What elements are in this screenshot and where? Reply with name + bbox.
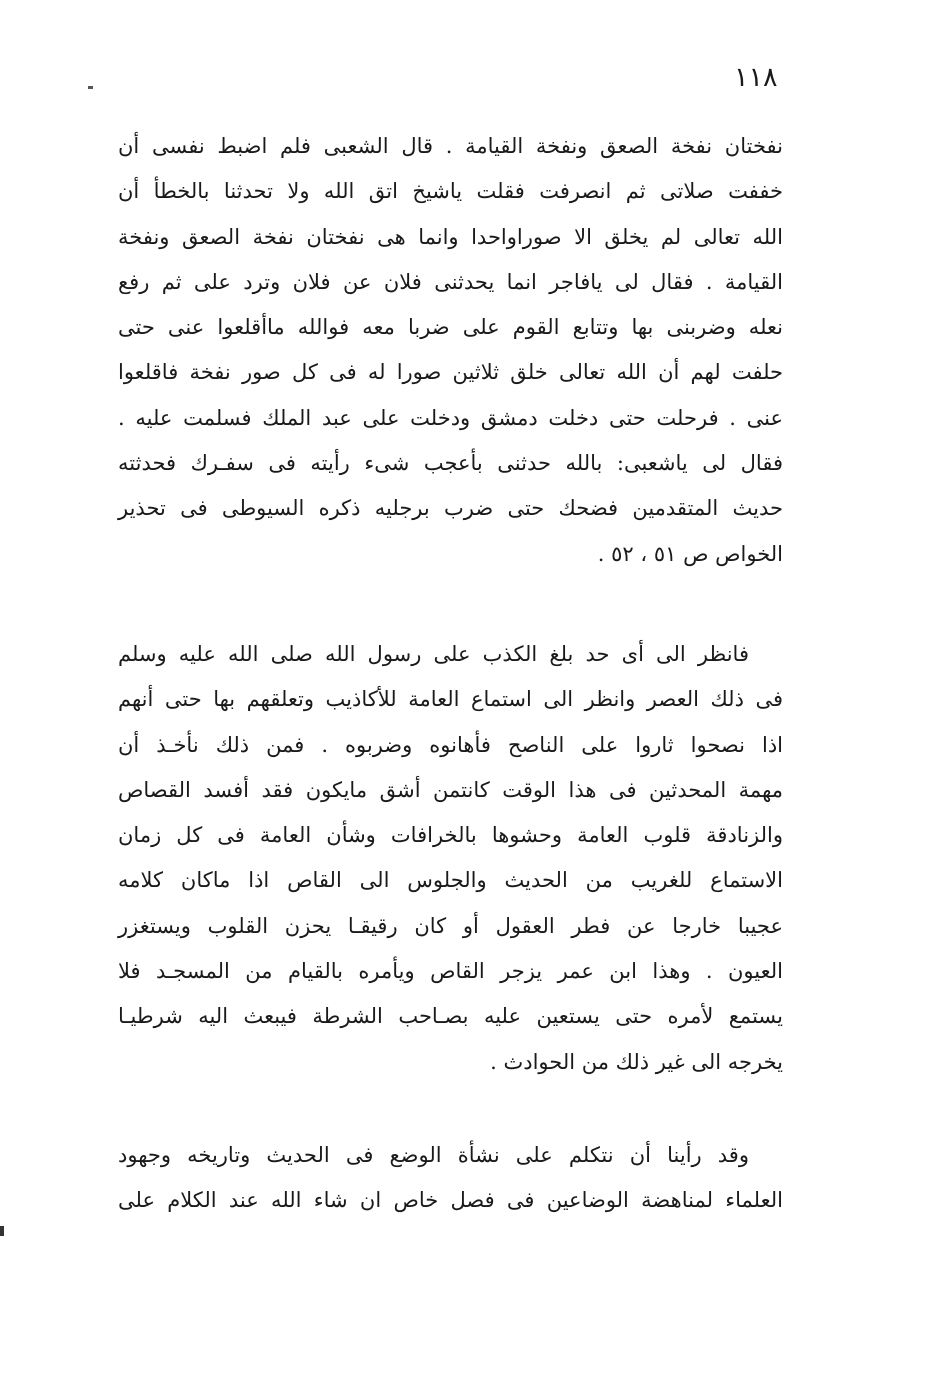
text-line: العلماء لمناهضة الوضاعين فى فصل خاص ان شاء الله عند الكلام على xyxy=(118,1188,783,1213)
text-line: فى ذلك العصر وانظر الى استماع العامة للأكاذيب وتعلقهم بها حتى أنهم xyxy=(118,687,784,712)
text-line: اذا نصحوا ثاروا على الناصح فأهانوه وضربوه . فمن ذلك نأخـذ أن xyxy=(118,732,783,757)
text-line: فانظر الى أى حد بلغ الكذب على رسول الله صلى الله عليه وسلم xyxy=(118,642,749,666)
text-line: نعله وضربنى بها وتتابع القوم على ضربا معه فوالله ماأقلعوا عنى حتى xyxy=(118,315,783,340)
text-line: فقال لى ياشعبى: بالله حدثنى بأعجب شىء رأيته فى سفـرك فحدثته xyxy=(118,451,783,476)
paragraph xyxy=(118,632,783,1085)
text-line: والزنادقة قلوب العامة وحشوها بالخرافات وشأن العامة فى كل زمان xyxy=(118,823,783,848)
text-line: يستمع لأمره حتى يستعين عليه بصـاحب الشرطة فيبعث اليه شرطيـا xyxy=(118,1004,783,1029)
paragraph xyxy=(118,124,783,577)
text-line: نفختان نفخة الصعق ونفخة القيامة . قال الشعبى فلم اضبط نفسى أن xyxy=(118,134,783,158)
text-line: حلفت لهم أن الله تعالى خلق ثلاثين صورا له فى كل صور نفخة فاقلعوا xyxy=(118,360,783,385)
paragraph xyxy=(118,1133,783,1224)
page-number: ١١٨ xyxy=(734,62,778,93)
text-line: الخواص ص ٥١ ، ٥٢ . xyxy=(597,541,783,566)
text-line: عنى . فرحلت حتى دخلت دمشق ودخلت على عبد الملك فسلمت عليه . xyxy=(118,405,783,430)
text-line: الله تعالى لم يخلق الا صوراواحدا وانما هى نفختان نفخة الصعق ونفخة xyxy=(118,224,783,249)
text-line: خففت صلاتى ثم انصرفت فقلت ياشيخ اتق الله ولا تحدثنا بالخطأ أن xyxy=(118,179,783,204)
text-line: القيامة . فقال لى يافاجر انما يحدثنى فلان عن فلان وترد على ثم رفع xyxy=(118,269,783,294)
text-line: مهمة المحدثين فى هذا الوقت كانتمن أشق مايكون فقد أفسد القصاص xyxy=(118,777,783,802)
text-line: حديث المتقدمين فضحك حتى ضرب برجليه ذكره السيوطى فى تحذير xyxy=(118,496,783,521)
text-line: عجيبا خارجا عن فطر العقول أو كان رقيقـا يحزن القلوب ويستغزر xyxy=(118,913,783,938)
text-line: يخرجه الى غير ذلك من الحوادث . xyxy=(490,1049,783,1074)
text-line: العيون . وهذا ابن عمر يزجر القاص ويأمره بالقيام من المسجـد فلا xyxy=(118,959,783,984)
scan-mark xyxy=(0,1226,4,1236)
scan-mark xyxy=(88,86,93,89)
text-line: الاستماع للغريب من الحديث والجلوس الى القاص اذا ماكان كلامه xyxy=(118,868,783,893)
text-line: وقد رأينا أن نتكلم على نشأة الوضع فى الحديث وتاريخه وجهود xyxy=(118,1143,749,1167)
